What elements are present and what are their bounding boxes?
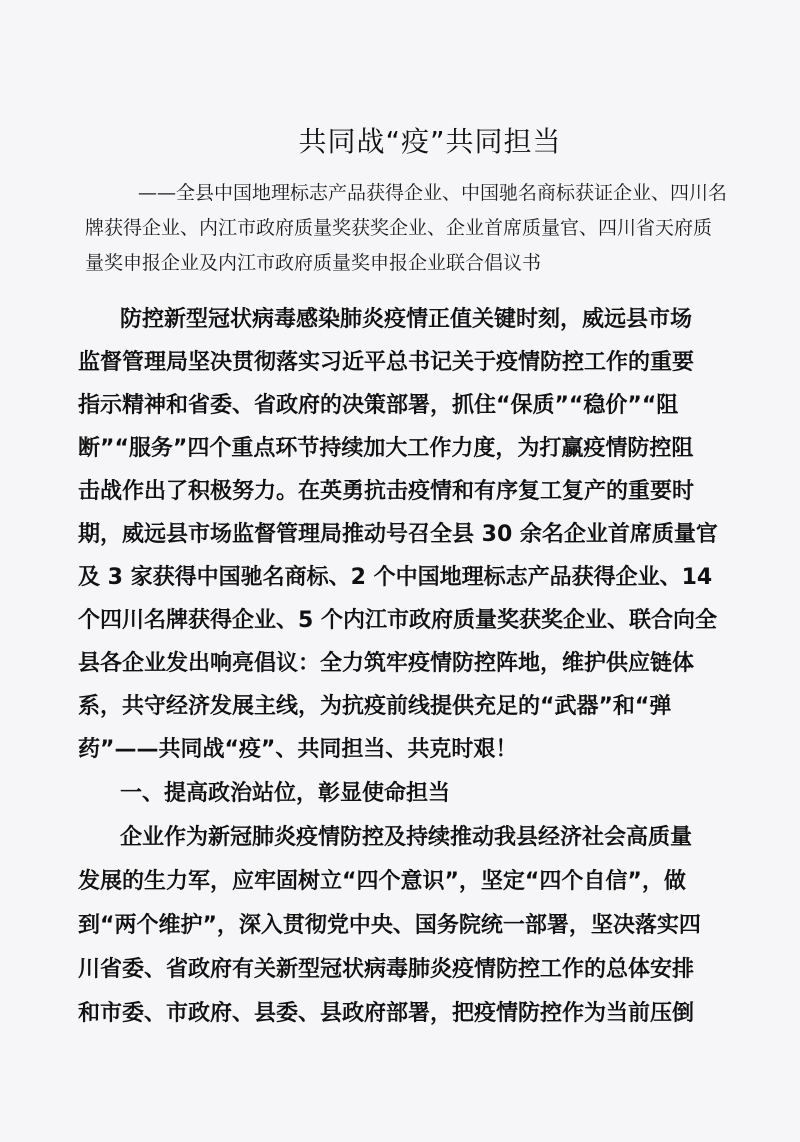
paragraph-line: 到“两个维护”，深入贯彻党中央、国务院统一部署，坚决落实四 [78, 913, 701, 938]
subtitle-line: 牌获得企业、内江市政府质量奖获奖企业、企业首席质量官、四川省天府质 [85, 217, 713, 239]
paragraph-line: 监督管理局坚决贯彻落实习近平总书记关于疫情防控工作的重要 [78, 350, 695, 375]
paragraph-line: 县各企业发出响亮倡议：全力筑牢疫情防控阵地，维护供应链体 [78, 651, 695, 676]
paragraph-line: 企业作为新冠肺炎疫情防控及持续推动我县经济社会高质量 [120, 825, 693, 850]
paragraph-line: 指示精神和省委、省政府的决策部署，抓住“保质”“稳价”“阻 [78, 393, 679, 418]
paragraph-line: 发展的生力军，应牢固树立“四个意识”，坚定“四个自信”，做 [78, 869, 686, 894]
subtitle-line: ——全县中国地理标志产品获得企业、中国驰名商标获证企业、四川名 [138, 182, 728, 204]
paragraph-line: 药”——共同战“疫”、共同担当、共克时艰！ [78, 737, 518, 762]
paragraph-line: 断”“服务”四个重点环节持续加大工作力度，为打赢疫情防控阻 [78, 436, 694, 461]
subtitle-line: 量奖申报企业及内江市政府质量奖申报企业联合倡议书 [85, 252, 542, 274]
paragraph-line: 系，共守经济发展主线，为抗疫前线提供充足的“武器”和“弹 [78, 694, 672, 719]
paragraph-line: 击战作出了积极努力。在英勇抗击疫情和有序复工复产的重要时 [78, 479, 695, 504]
paragraph-line: 个四川名牌获得企业、5 个内江市政府质量奖获奖企业、联合向全 [78, 608, 717, 633]
paragraph-line: 防控新型冠状病毒感染肺炎疫情正值关键时刻，威远县市场 [120, 307, 693, 332]
paragraph-line: 川省委、省政府有关新型冠状病毒肺炎疫情防控工作的总体安排 [78, 957, 695, 982]
section-heading: 一、提高政治站位，彰显使命担当 [120, 781, 451, 806]
paragraph-line: 期，威远县市场监督管理局推动号召全县 30 余名企业首席质量官 [78, 522, 718, 547]
paragraph-line: 及 3 家获得中国驰名商标、2 个中国地理标志产品获得企业、14 [78, 565, 713, 590]
document-title: 共同战“疫”共同担当 [298, 125, 562, 158]
paragraph-line: 和市委、市政府、县委、县政府部署，把疫情防控作为当前压倒 [78, 1001, 695, 1026]
